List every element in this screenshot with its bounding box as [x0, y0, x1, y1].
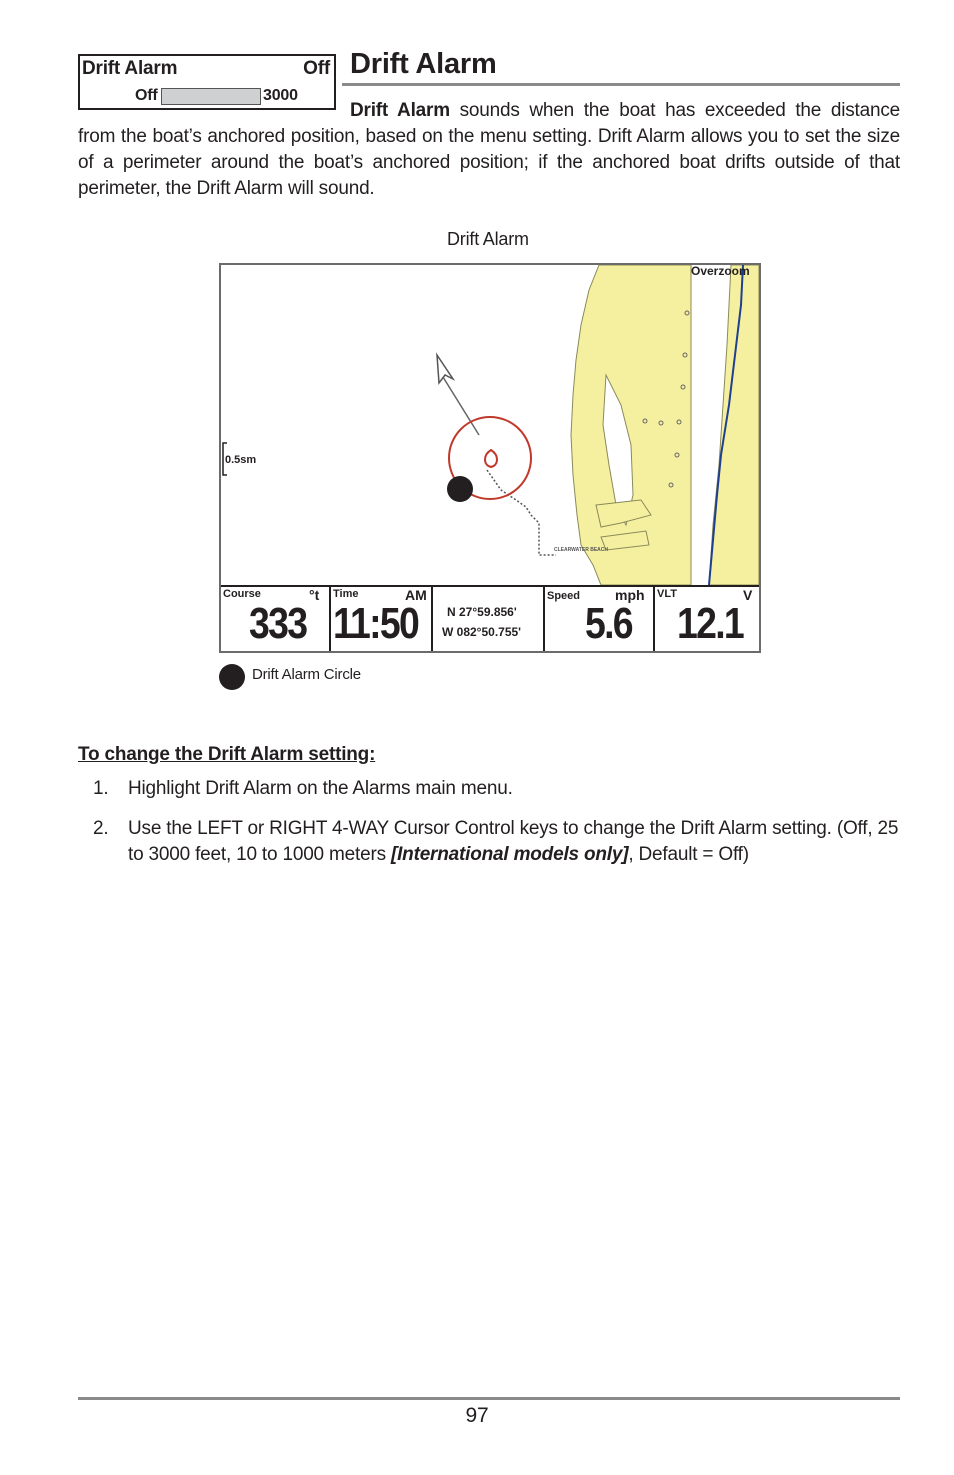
vlt-unit: V	[743, 587, 753, 603]
step-text: Highlight Drift Alarm on the Alarms main menu.	[128, 778, 513, 799]
page-number: 97	[465, 1404, 489, 1427]
time-unit: AM	[405, 587, 427, 603]
longitude: W 082°50.755'	[442, 625, 522, 639]
speed-cell	[545, 587, 655, 653]
vlt-value: 12.1	[677, 599, 743, 648]
step-text-emphasis: [International models only]	[390, 844, 629, 865]
legend-label: Drift Alarm Circle	[252, 666, 361, 683]
speed-label: Speed	[547, 590, 581, 602]
procedure-heading: To change the Drift Alarm setting:	[78, 744, 376, 765]
course-label: Course	[223, 588, 261, 600]
heading-arrow-icon	[437, 355, 453, 383]
step-number: 2.	[93, 818, 109, 839]
menu-max-label: 3000	[263, 87, 298, 104]
heading-line	[443, 377, 479, 435]
title-rule	[342, 83, 900, 86]
data-bar	[221, 585, 759, 653]
place-label: CLEARWATER BEACH	[554, 547, 608, 553]
speed-value: 5.6	[585, 599, 632, 648]
callout-marker	[447, 476, 473, 502]
vlt-cell	[655, 587, 759, 653]
intro-paragraph	[78, 98, 900, 202]
chart-screen	[219, 263, 761, 653]
menu-value: Off	[303, 58, 330, 79]
intro-bold-term: Drift Alarm	[350, 100, 450, 121]
latitude: N 27°59.856'	[447, 605, 517, 619]
mainland-land	[709, 265, 759, 585]
zoom-label: Overzoom	[691, 265, 750, 278]
step-text-a: Use the LEFT or RIGHT 4-WAY Cursor Control keys to change the Drift Alarm setting. (Off, 25 to 3000 feet, 10 to 1000 meters	[128, 818, 899, 865]
boat-icon	[485, 450, 497, 467]
menu-label: Drift Alarm	[82, 58, 178, 79]
speed-unit: mph	[615, 587, 645, 603]
menu-min-label: Off	[135, 87, 158, 104]
legend-marker	[219, 664, 245, 690]
time-value: 11:50	[333, 599, 419, 648]
step-number: 1.	[93, 778, 109, 799]
scale-label: 0.5sm	[225, 454, 257, 466]
step-text-b: , Default = Off)	[628, 844, 749, 865]
vlt-label: VLT	[657, 588, 677, 600]
intro-text: sounds when the boat has exceeded the distance from the boat’s anchored position, based on the menu setting. Drift Alarm allows you to set the size of a perimeter around the boat’s anchored position; if the anchored boat drifts outside of that perimeter, the Drift Alarm will sound.	[78, 100, 900, 199]
figure-caption: Drift Alarm	[447, 229, 529, 249]
course-value: 333	[249, 599, 307, 648]
position-cell	[433, 587, 545, 653]
time-cell	[331, 587, 433, 653]
footer-rule	[78, 1397, 900, 1400]
course-cell	[221, 587, 331, 653]
step-text	[128, 816, 900, 868]
page-title: Drift Alarm	[350, 48, 497, 80]
time-label: Time	[333, 588, 359, 600]
course-unit: °t	[309, 587, 320, 603]
map-view	[221, 265, 759, 585]
